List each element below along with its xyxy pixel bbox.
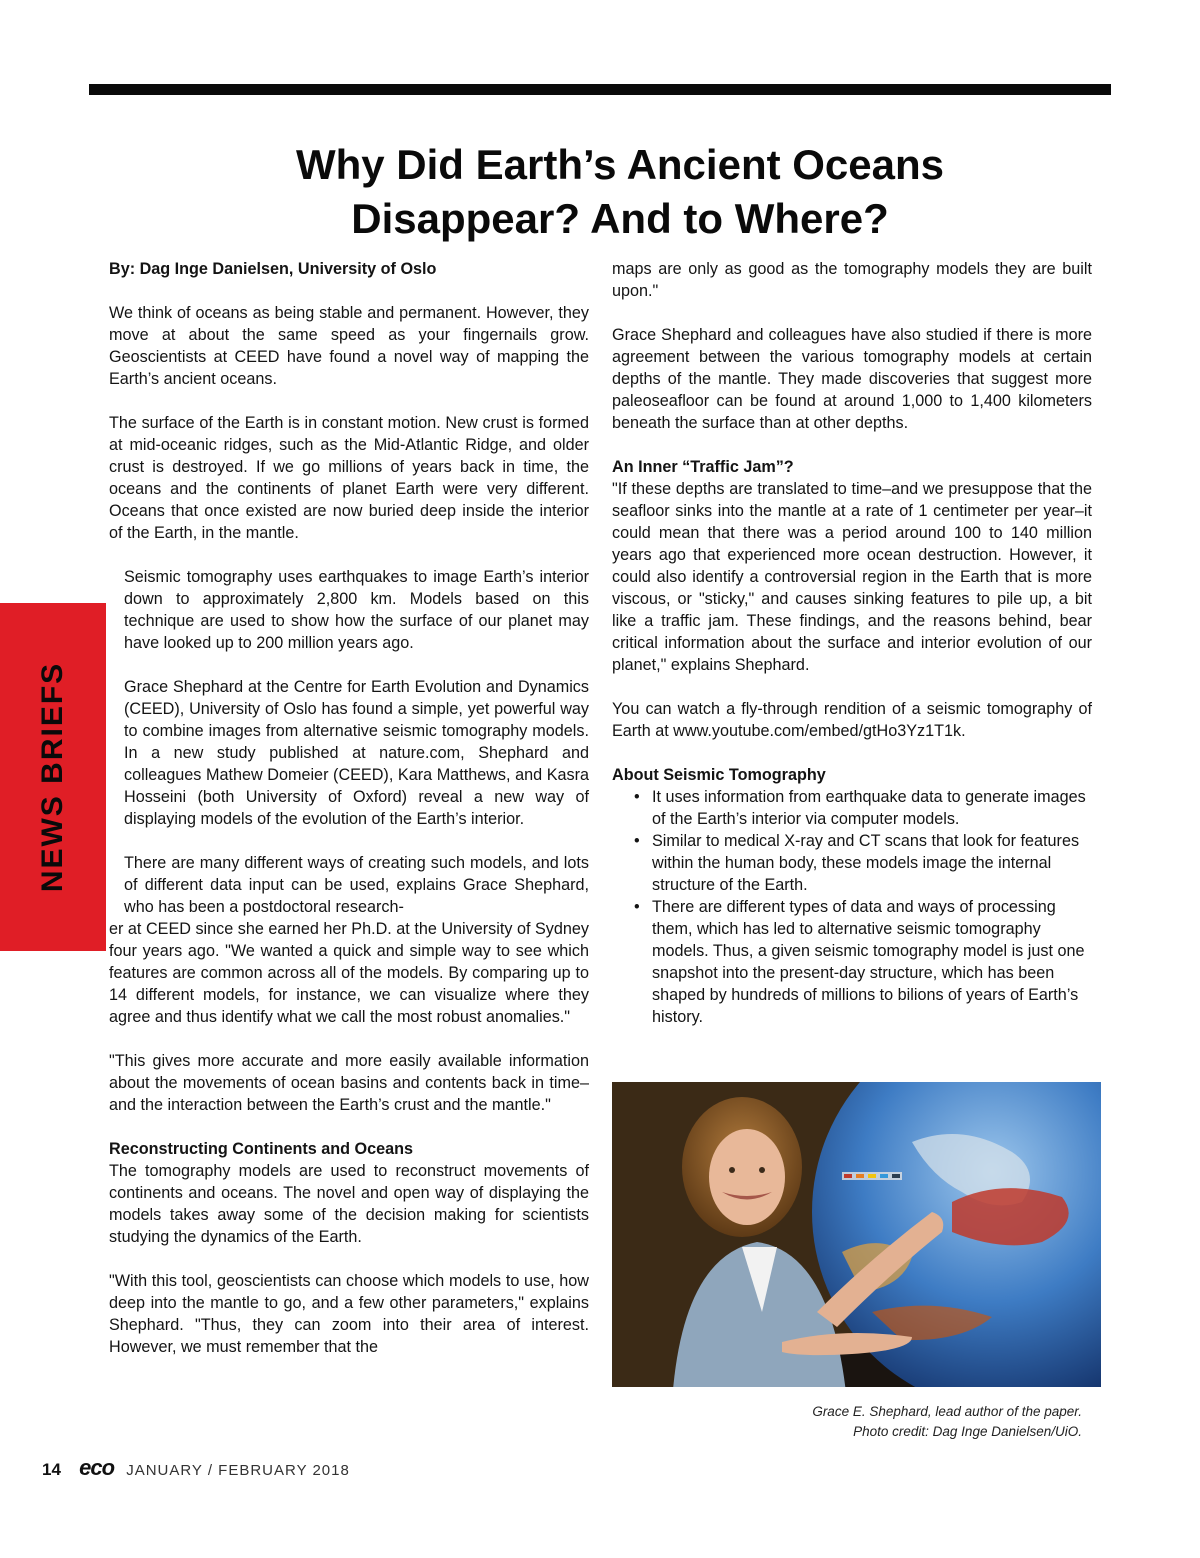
byline: By: Dag Inge Danielsen, University of Oslo xyxy=(109,260,437,278)
news-briefs-label: NEWS BRIEFS xyxy=(36,661,69,893)
photo-illustration xyxy=(612,1082,1101,1387)
paragraph: maps are only as good as the tomography models they are built upon." xyxy=(612,260,1092,300)
paragraph: The surface of the Earth is in constant motion. New crust is formed at mid-oceanic ridges, such as the Mid-Atlantic Ridge, and older crust is destroyed. If we go millions of years back in time, the oceans and the continents of planet Earth were very different. Oceans that once existed are now buried deep inside the interior of the Earth, in the mantle. xyxy=(109,414,589,542)
paragraph: "If these depths are translated to time–and we presuppose that the seafloor sinks into the mantle at a rate of 1 centimeter per year–it could mean that there was a period around 100 to 140 million years ago that experienced more ocean destruction. However, it could also identify a controversial region in the Earth that is more viscous, or "sticky," and causes sinking features to pile up, a bit like a traffic jam. These findings, and the reasons behind, bear critical information about the surface and interior evolution of our planet," explains Shephard. xyxy=(612,480,1092,674)
paragraph: The tomography models are used to reconstruct movements of continents and oceans. The novel and open way of displaying the models takes away some of the decision making for scientists studying the dynamics of the Earth. xyxy=(109,1162,589,1246)
paragraph: Grace Shephard and colleagues have also studied if there is more agreement between the various tomography models at certain depths of the mantle. They made discoveries that suggest more paleoseafloor can be found at around 1,000 to 1,400 kilometers beneath the surface than at other depths. xyxy=(612,326,1092,432)
right-column xyxy=(612,258,1092,1028)
caption-line: Grace E. Shephard, lead author of the paper. xyxy=(812,1404,1082,1419)
page-footer xyxy=(42,1457,350,1479)
paragraph: "With this tool, geoscientists can choose which models to use, how deep into the mantle to go, and a few other parameters," explains Shephard. "Thus, they can zoom into their area of interest. However, we must remember that the xyxy=(109,1272,589,1356)
caption-credit: Photo credit: Dag Inge Danielsen/UiO. xyxy=(853,1424,1082,1439)
section-heading: Reconstructing Continents and Oceans xyxy=(109,1140,414,1158)
paragraph: There are many different ways of creating such models, and lots of different data input can be used, explains Grace Shephard, who has been a postdoctoral research- xyxy=(124,854,589,916)
article-photo xyxy=(612,1082,1101,1387)
paragraph: er at CEED since she earned her Ph.D. at the University of Sydney four years ago. "We wanted a quick and simple way to see which features are common across all of the models. By comparing up to 14 different models, for instance, we can visualize where they agree and thus identify what we call the most robust anomalies." xyxy=(109,920,589,1026)
paragraph: Grace Shephard at the Centre for Earth Evolution and Dynamics (CEED), University of Oslo has found a simple, yet powerful way to combine images from alternative seismic tomography models. In a new study published at nature.com, Shephard and colleagues Mathew Domeier (CEED), Kara Matthews, and Kasra Hosseini (both University of Oxford) reveal a new way of displaying models of the evolution of the Earth’s interior. xyxy=(124,678,589,828)
magazine-logo: eco xyxy=(79,1455,115,1480)
paragraph: "This gives more accurate and more easily available information about the movements of ocean basins and contents back in time–and the interaction between the Earth’s crust and the mantle." xyxy=(109,1052,589,1114)
paragraph: We think of oceans as being stable and permanent. However, they move at about the same speed as your fingernails grow. Geoscientists at CEED have found a novel way of mapping the Earth’s ancient oceans. xyxy=(109,304,589,388)
section-heading: An Inner “Traffic Jam”? xyxy=(612,458,794,476)
photo-caption xyxy=(612,1402,1082,1442)
section-heading: About Seismic Tomography xyxy=(612,766,826,784)
left-column xyxy=(109,258,589,1380)
title-line-2: Disappear? And to Where? xyxy=(351,195,889,242)
bullet-item: • There are different types of data and ways of processing them, which has led to alternative seismic tomography models. Thus, a given seismic tomography model is just one snapshot into the present-day structure, which has been shaped by hundreds of millions to bilions of years of Earth’s history. xyxy=(632,896,1092,1028)
paragraph: You can watch a fly-through rendition of a seismic tomography of Earth at www.youtube.com/embed/gtHo3Yz1T1k. xyxy=(612,700,1092,740)
bullet-list xyxy=(612,786,1092,1028)
paragraph: Seismic tomography uses earthquakes to image Earth’s interior down to approximately 2,800 km. Models based on this technique are used to show how the surface of our planet may have looked up to 200 million years ago. xyxy=(124,568,589,652)
top-rule xyxy=(89,84,1111,95)
bullet-item: • Similar to medical X-ray and CT scans that look for features within the human body, these models image the internal structure of the Earth. xyxy=(632,830,1092,896)
indented-block xyxy=(109,566,589,918)
page-number: 14 xyxy=(42,1460,61,1479)
issue-date: JANUARY / FEBRUARY 2018 xyxy=(126,1462,350,1479)
article-title xyxy=(150,138,1090,246)
bullet-item: • It uses information from earthquake data to generate images of the Earth’s interior via computer models. xyxy=(632,786,1092,830)
title-line-1: Why Did Earth’s Ancient Oceans xyxy=(295,141,945,188)
